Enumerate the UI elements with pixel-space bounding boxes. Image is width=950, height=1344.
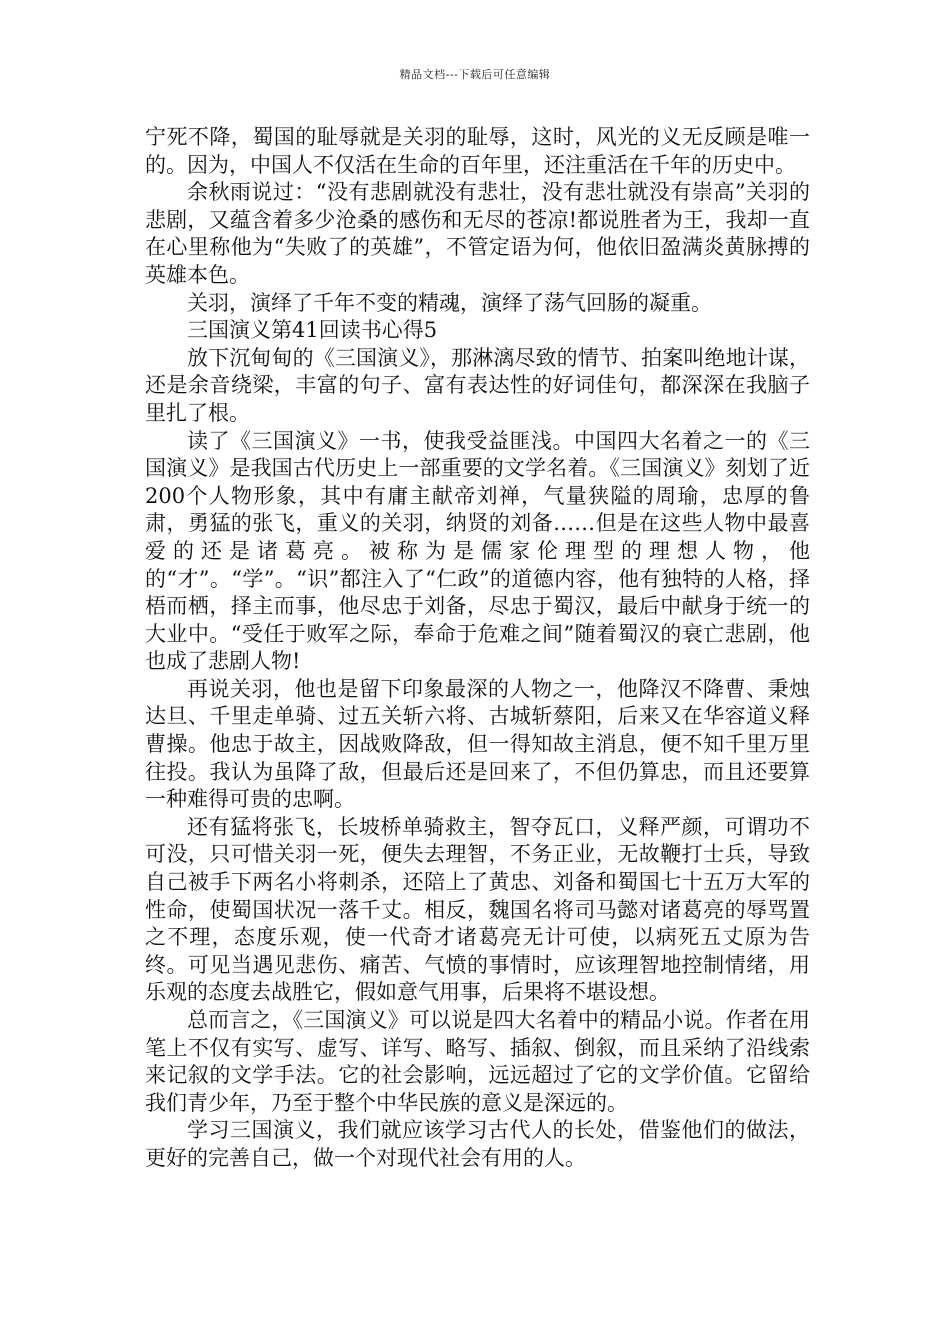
paragraph-7: 再说关羽，他也是留下印象最深的人物之一，他降汉不降曹、秉烛达旦、千里走单骑、过五关斩六将、古城斩蔡阳，后来又在华容道义释曹操。他忠于故主，因战败降敌，但一得知故主消息，便不知千里万里往投。我认为虽降了敌，但最后还是回来了，不但仍算忠，而且还要算一种难得可贵的忠啊。 bbox=[145, 676, 810, 812]
paragraph-6: 读了《三国演义》一书，使我受益匪浅。中国四大名着之一的《三国演义》是我国古代历史上一部重要的文学名着。《三国演义》刻划了近200个人物形象，其中有庸主献帝刘禅，气量狭隘的周瑜，忠厚的鲁肃，勇猛的张飞，重义的关羽，纳贤的刘备……但是在这些人物中最喜爱的还是诸葛亮。被称为是儒家伦理型的理想人物，他的“才”。“学”。“识”都注入了“仁政”的道德内容，他有独特的人格，择梧而栖，择主而事，他尽忠于刘备，尽忠于蜀汉，最后中献身于统一的大业中。“受任于败军之际，奉命于危难之间”随着蜀汉的衰亡悲剧，他也成了悲剧人物! bbox=[145, 428, 810, 674]
paragraph-9: 总而言之，《三国演义》可以说是四大名着中的精品小说。作者在用笔上不仅有实写、虚写、详写、略写、插叙、倒叙，而且采纳了沿线索来记叙的文学手法。它的社会影响，远远超过了它的文学价值。它留给我们青少年，乃至于整个中华民族的意义是深远的。 bbox=[145, 1008, 810, 1115]
page-header: 精品文档---下载后可任意编辑 bbox=[399, 68, 551, 81]
paragraph-8: 还有猛将张飞，长坡桥单骑救主，智夺瓦口，义释严颜，可谓功不可没，只可惜关羽一死，便失去理智，不务正业，无故鞭打士兵，导致自己被手下两名小将刺杀，还陪上了黄忠、刘备和蜀国七十五万大军的性命，使蜀国状况一落千丈。相反，魏国名将司马懿对诸葛亮的辱骂置之不理，态度乐观，使一代奇才诸葛亮无计可使，以病死五丈原为告终。可见当遇见悲伤、痛苦、气愤的事情时，应该理智地控制情绪，用乐观的态度去战胜它，假如意气用事，后果将不堪设想。 bbox=[145, 814, 810, 1005]
paragraph-5: 放下沉甸甸的《三国演义》，那淋漓尽致的情节、拍案叫绝地计谋，还是余音绕梁，丰富的句子、富有表达性的好词佳句，都深深在我脑子里扎了根。 bbox=[145, 345, 810, 425]
paragraph-10: 学习三国演义，我们就应该学习古代人的长处，借鉴他们的做法，更好的完善自己，做一个对现代社会有用的人。 bbox=[145, 1118, 810, 1170]
paragraph-3: 关羽，演绎了千年不变的精魂，演绎了荡气回肠的凝重。 bbox=[187, 290, 712, 315]
paragraph-2: 余秋雨说过：“没有悲剧就没有悲壮，没有悲壮就没有崇高”关羽的悲剧，又蕴含着多少沧桑的感伤和无尽的苍凉!都说胜者为王，我却一直在心里称他为“失败了的英雄”，不管定语为何，他依旧盈满炎黄脉搏的英雄本色。 bbox=[145, 180, 810, 287]
document-body bbox=[145, 124, 810, 1173]
paragraph-1: 宁死不降，蜀国的耻辱就是关羽的耻辱，这时，风光的义无反顾是唯一的。因为，中国人不仅活在生命的百年里，还注重活在千年的历史中。 bbox=[145, 125, 810, 177]
section-heading: 三国演义第41回读书心得5 bbox=[187, 318, 438, 343]
